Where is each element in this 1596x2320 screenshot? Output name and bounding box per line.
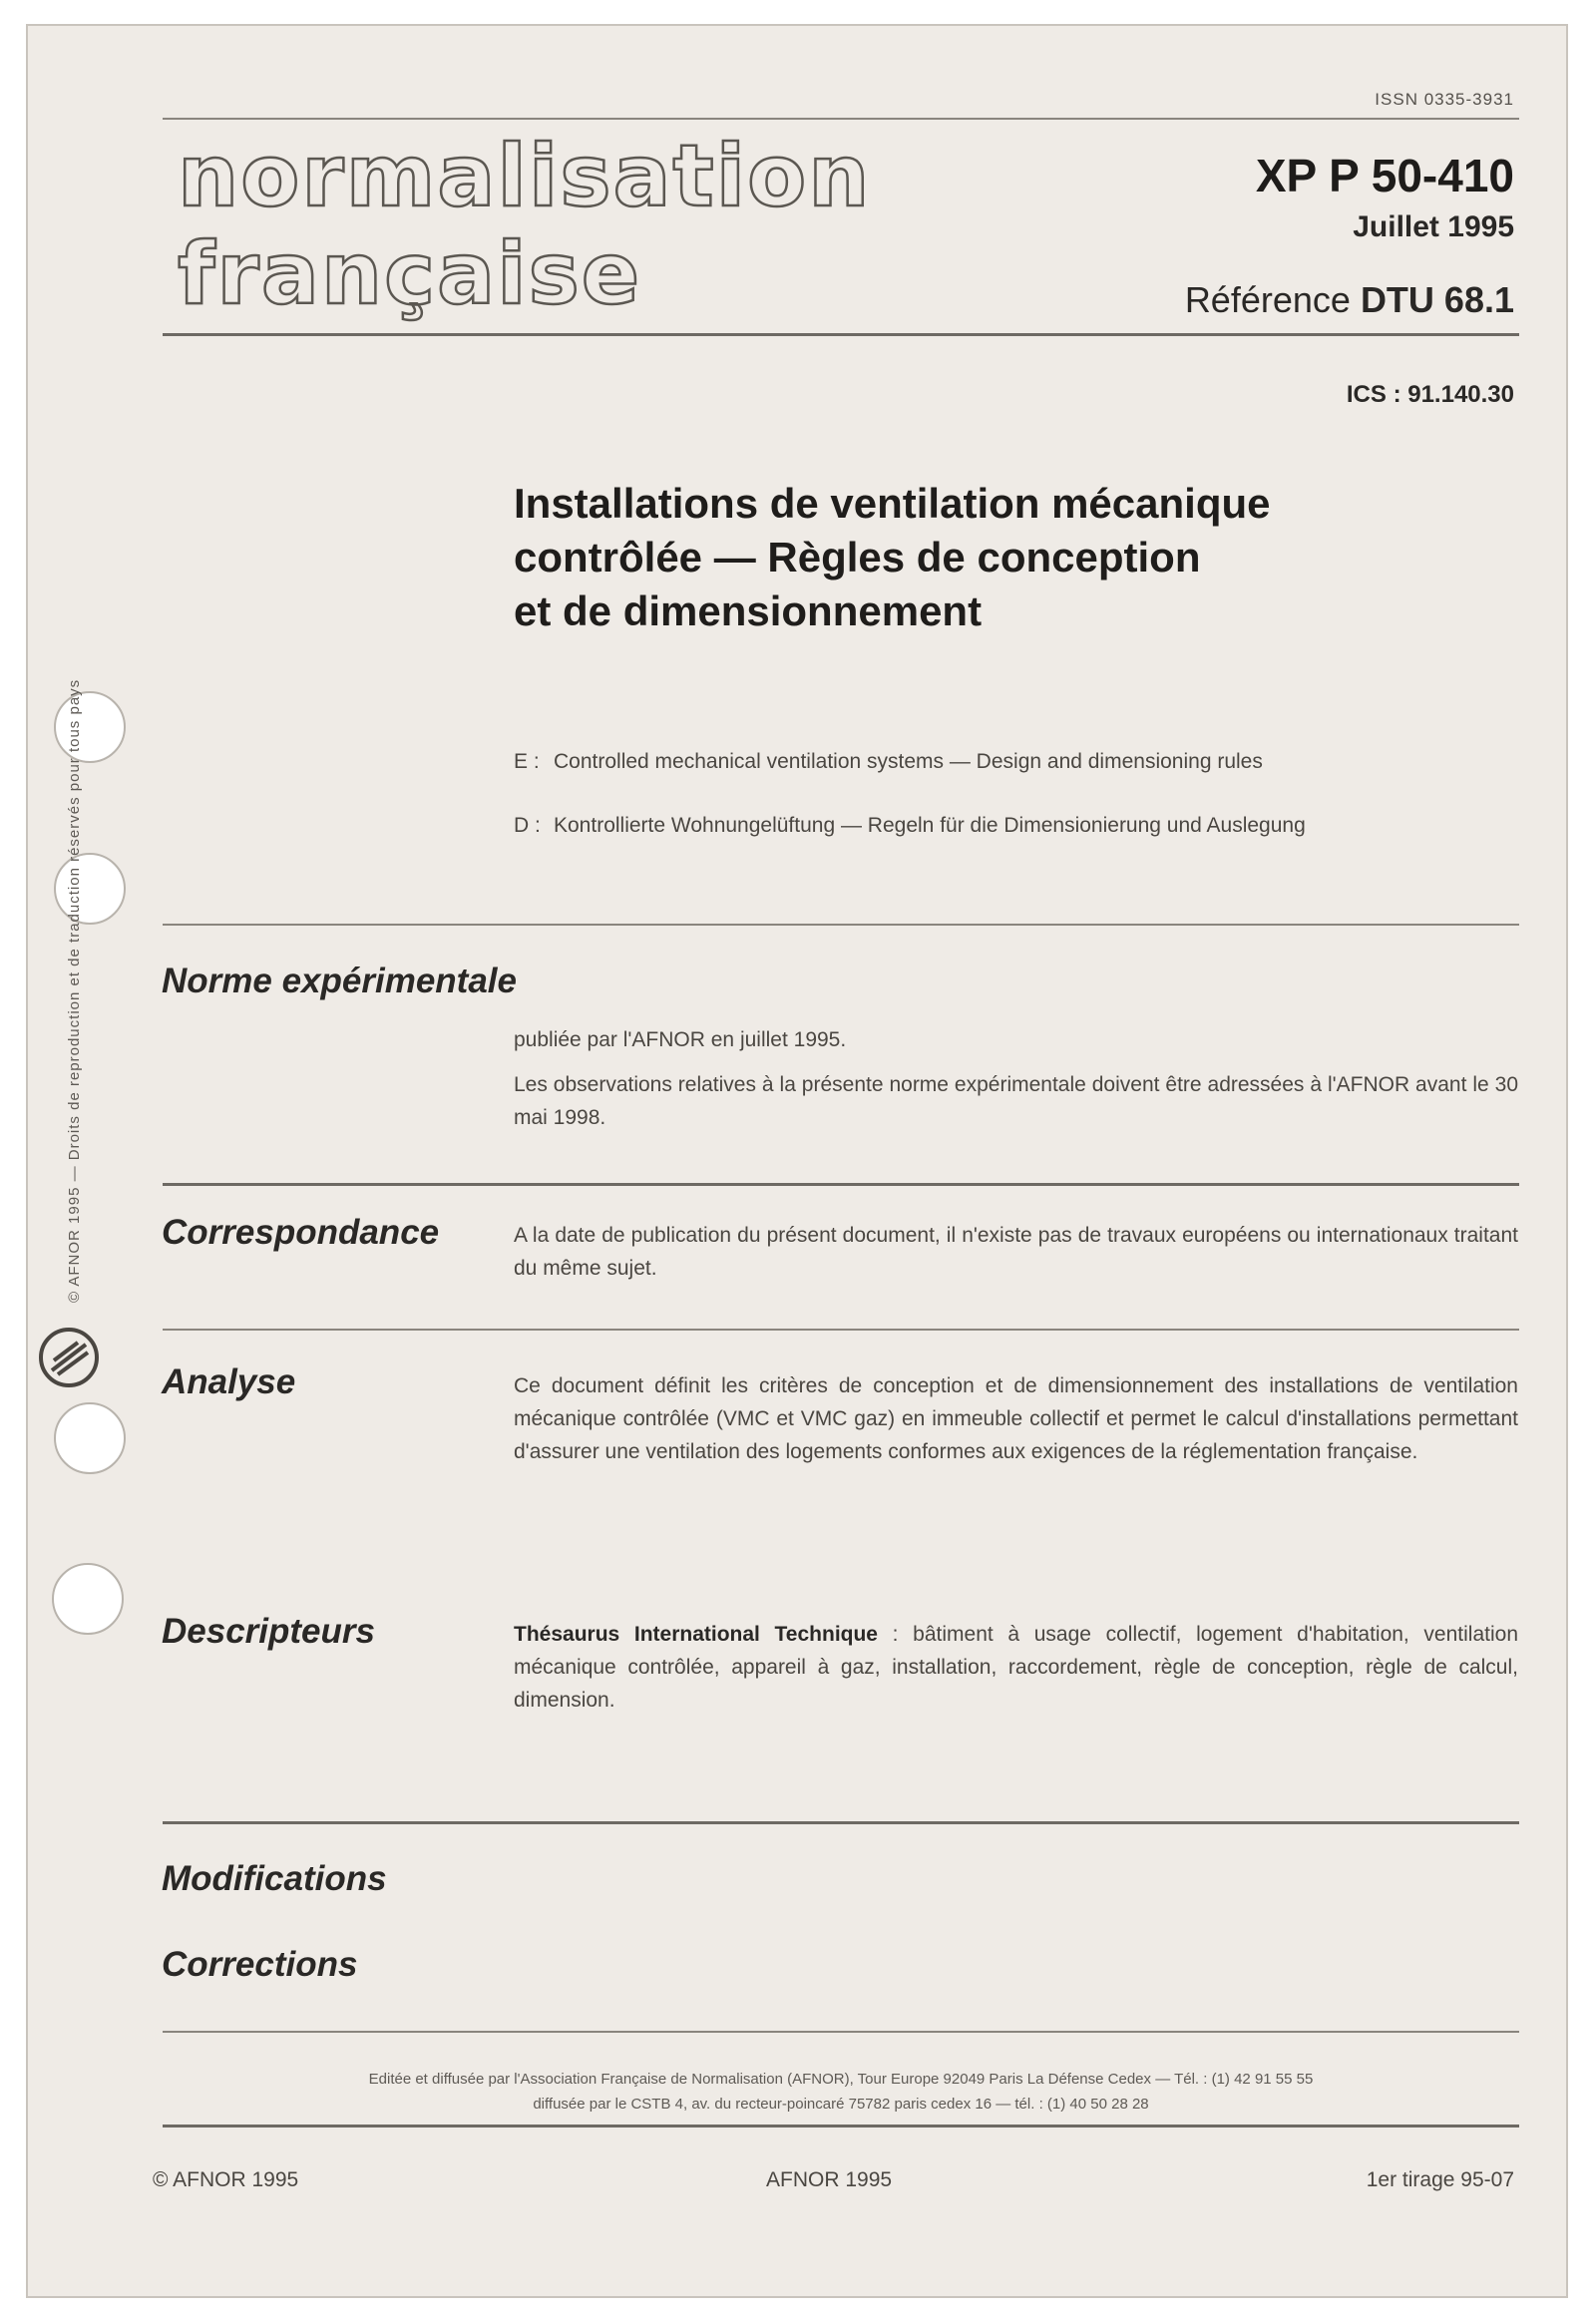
bottom-rule [163, 2125, 1519, 2127]
copyright-margin-text: © AFNOR 1995 — Droits de reproduction et de traduction réservés pour tous pays [66, 678, 83, 1303]
translation-lang: E : [514, 750, 540, 773]
section-label-corrections: Corrections [162, 1945, 358, 1984]
section-rule [163, 924, 1519, 926]
translation-text: Controlled mechanical ventilation systems — Design and dimensioning rules [554, 750, 1263, 773]
reference-value: DTU 68.1 [1360, 279, 1514, 320]
footer-copyright: © AFNOR 1995 [153, 2168, 299, 2191]
title-line-2: contrôlée — Règles de conception [514, 534, 1201, 580]
document-page [26, 24, 1568, 2298]
norme-para-1: publiée par l'AFNOR en juillet 1995. [514, 1028, 847, 1051]
standard-number: XP P 50-410 [1255, 150, 1514, 201]
title-line-3: et de dimensionnement [514, 587, 983, 634]
top-rule [163, 118, 1519, 120]
issn: ISSN 0335-3931 [1375, 90, 1514, 109]
punch-hole-icon [52, 1563, 124, 1635]
reference-label: Référence [1184, 279, 1351, 320]
punch-hole-icon [54, 1402, 126, 1474]
standard-date: Juillet 1995 [1353, 210, 1514, 243]
section-label-modifications: Modifications [162, 1859, 387, 1898]
norme-text [514, 1023, 1518, 1134]
punch-hole-icon [54, 691, 126, 763]
logo-line-1: normalisation [178, 127, 872, 226]
footer-print-run: 1er tirage 95-07 [1366, 2168, 1514, 2191]
descripteurs-text [514, 1618, 1518, 1717]
analyse-text: Ce document définit les critères de conception et de dimensionnement des installations de ventilation mécanique contrôlée (VMC et VMC gaz) en immeuble collectif et permet le calcul d'installations permettant d'assurer une ventilation des logements conformes aux exigences de la réglementation française. [514, 1374, 1518, 1463]
thesaurus-label: Thésaurus International Technique [514, 1623, 878, 1646]
address-line-1: Editée et diffusée par l'Association Française de Normalisation (AFNOR), Tour Europe 92049 Paris La Défense Cedex — Tél. : (1) 42 91 55 55 [368, 2071, 1314, 2088]
address-line-2: diffusée par le CSTB 4, av. du recteur-poincaré 75782 paris cedex 16 — tél. : (1) 40 50 28 28 [533, 2096, 1149, 2113]
norme-para-2: Les observations relatives à la présente norme expérimentale doivent être adressées à l'AFNOR avant le 30 mai 1998. [514, 1073, 1518, 1129]
translation-german [514, 810, 1511, 841]
section-rule [163, 1329, 1519, 1331]
document-title [514, 477, 1471, 638]
punch-hole-icon [54, 853, 126, 925]
title-line-1: Installations de ventilation mécanique [514, 480, 1271, 527]
translation-lang: D : [514, 814, 541, 837]
stamp-icon [34, 1323, 104, 1392]
section-rule [163, 1821, 1519, 1824]
footer-rule [163, 2031, 1519, 2033]
publisher-address [163, 2067, 1519, 2117]
ics-code: ICS : 91.140.30 [1346, 381, 1514, 408]
translation-text: Kontrollierte Wohnungelüftung — Regeln für die Dimensionierung und Auslegung [554, 814, 1306, 837]
footer-center: AFNOR 1995 [766, 2168, 893, 2191]
translation-english [514, 746, 1511, 777]
section-label-correspondance: Correspondance [162, 1213, 440, 1252]
descripteurs-keywords: : bâtiment à usage collectif, logement d'habitation, ventilation mécanique contrôlée, appareil à gaz, installation, raccordement, règle de conception, règle de calcul, dimension. [514, 1623, 1518, 1712]
section-label-norme: Norme expérimentale [162, 962, 517, 1000]
standard-reference [1185, 279, 1514, 321]
section-rule [163, 1183, 1519, 1186]
logo-line-2: française [178, 224, 642, 324]
section-label-analyse: Analyse [162, 1362, 296, 1401]
section-label-descripteurs: Descripteurs [162, 1612, 375, 1651]
correspondance-text: A la date de publication du présent document, il n'existe pas de travaux européens ou internationaux traitant du même sujet. [514, 1224, 1518, 1280]
header-rule [163, 333, 1519, 336]
